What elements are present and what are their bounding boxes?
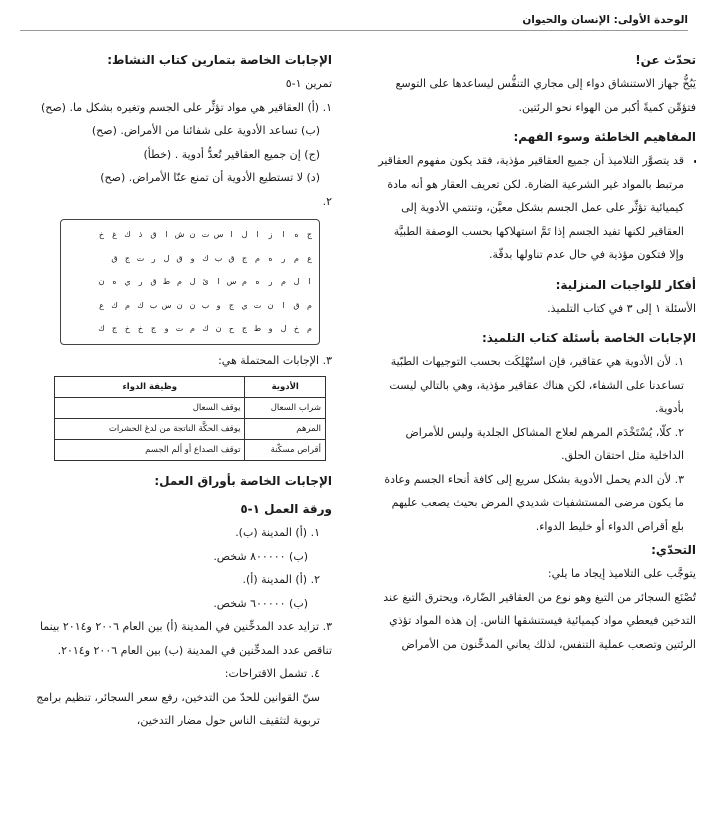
grid-cell: ه (294, 230, 299, 239)
grid-cell: م (307, 300, 312, 310)
exercise-title: تمرين ١-٥ (285, 77, 332, 90)
grid-cell: ت (175, 324, 184, 333)
grid-cell: ط (253, 324, 262, 333)
challenge-title: التحدّي: (651, 543, 696, 557)
grid-cell: ل (189, 277, 196, 286)
grid-cell: خ (137, 324, 144, 333)
exercise-1b: (ب) تساعد الأدوية على شفائنا من الأمراض. (صح) (91, 124, 320, 137)
table-row (55, 440, 326, 461)
grid-cell: ج (241, 324, 248, 333)
grid-cell: ب (149, 300, 158, 310)
grid-row (95, 270, 316, 294)
grid-cell: ن (176, 300, 183, 310)
grid-cell: ك (98, 324, 105, 333)
grid-cell: ا (282, 230, 285, 239)
grid-cell: ه (112, 277, 117, 286)
worksheet-title: ورقة العمل ١-٥ (240, 502, 332, 516)
talk-body: يَبُخُّ جهاز الاستنشاق دواء إلى مجاري التنفُّس ليساعدها على التوسع فتؤمِّن كميةً أكبر من الهواء نحو الرئتين. (395, 77, 696, 114)
grid-cell: ك (111, 300, 118, 310)
grid-cell: و (268, 324, 273, 333)
grid-cell: ن (189, 300, 196, 310)
grid-cell: و (164, 324, 169, 333)
grid-cell: خ (124, 324, 131, 333)
challenge-intro: يتوجَّب على التلاميذ إيجاد ما يلي: (547, 567, 696, 580)
unit-title: الوحدة الأولى: الإنسان والحيوان (522, 14, 688, 26)
worksheet-line: ٢. (أ) المدينة (أ). (242, 573, 320, 586)
grid-cell: ط (162, 277, 171, 286)
grid-cell: ق (228, 253, 235, 263)
table-cell: توقف الصداع أو ألم الجسم (55, 440, 245, 461)
grid-cell: ا (282, 300, 285, 310)
grid-cell: ج (111, 324, 118, 333)
grid-cell: ق (176, 253, 183, 263)
exercise-2-label: ٢. (322, 194, 332, 208)
table-cell: يوقف الحكَّة الناتجة من لدغ الحشرات (55, 419, 245, 440)
grid-cell: ع (307, 253, 312, 263)
grid-cell: ج (150, 324, 157, 333)
homework-body: الأسئلة ١ إلى ٣ في كتاب التلميذ. (547, 301, 696, 315)
grid-cell: ق (293, 300, 300, 310)
grid-cell: ش (174, 230, 185, 239)
grid-cell: م (177, 277, 182, 286)
table-row (55, 419, 326, 440)
grid-cell: و (190, 253, 195, 263)
grid-cell: ا (217, 277, 220, 286)
grid-cell: ت (201, 230, 210, 239)
grid-cell: ت (253, 300, 262, 310)
grid-cell: و (216, 300, 221, 310)
grid-cell: م (294, 253, 299, 263)
grid-cell: ا (230, 230, 233, 239)
table-header: وظيفة الدواء (55, 377, 245, 398)
grid-cell: ا (308, 277, 311, 286)
worksheet-line: ١. (أ) المدينة (ب). (235, 526, 320, 539)
medicine-table (54, 376, 326, 461)
misconception-item: • قد يتصوَّر التلاميذ أن جميع العقاقير مؤذية، فقد يكون مفهوم العقاقير مرتبط بالمواد غير الشرعية الضارة. لكن تعريف العقار هو أنه مادة كيميائية تؤثِّر على عمل الجسم بشكل معيَّن، وتنتمي الأدوية إلى العقاقير لكنها تفيد الجسم إذا تَمَّ استهلاكها بحسب الوصفة الطبيَّة وإلا فتكون مؤذية في حال عدم تناولها بدقّة. (376, 149, 684, 267)
grid-row (95, 247, 316, 271)
grid-cell: ح (228, 324, 235, 333)
grid-cell: م (242, 277, 247, 286)
grid-cell: س (161, 300, 172, 310)
grid-row (95, 317, 316, 341)
grid-cell: س (213, 230, 224, 239)
word-search-grid (60, 219, 320, 345)
table-cell: يوقف السعال (55, 398, 245, 419)
grid-cell: ل (293, 277, 300, 286)
grid-row (95, 294, 316, 318)
grid-cell: ج (124, 253, 131, 263)
grid-cell: ك (137, 300, 144, 310)
worksheet-line: (ب) ٦٠٠٠٠٠ شخص. (213, 596, 308, 610)
grid-cell: ك (202, 324, 209, 333)
grid-cell: غ (112, 230, 117, 239)
grid-cell: م (125, 300, 130, 310)
page-header (20, 8, 688, 31)
homework-title: أفكار للواجبات المنزلية: (555, 277, 696, 292)
grid-cell: ق (150, 230, 157, 239)
worksheet-line: سنّ القوانين للحدّ من التدخين، رفع سعر السجائر، تنظيم برامج تربوية لتثقيف الناس حول مضار التدخين، (36, 690, 320, 727)
student-answer-1: ١. لأن الأدوية هي عقاقير، فإن استُهْلِكَت بحسب التوجيهات الطبّية تساعدنا على الشفاء، لكن هناك عقاقير مؤذية، وهي بالتالي ليست بأدوية. (389, 355, 684, 415)
left-column (32, 48, 332, 831)
grid-cell: ج (306, 230, 313, 239)
grid-cell: ي (241, 300, 248, 310)
exercise-1d: (د) لا تستطيع الأدوية أن تمنع عنّا الأمراض. (صح) (100, 171, 320, 184)
grid-cell: م (190, 324, 195, 333)
grid-cell: م (307, 324, 312, 333)
table-cell: المرهم (245, 419, 326, 440)
grid-cell: ق (150, 277, 157, 286)
challenge-body: تُصْنَع السجائر من التبغ وهو نوع من العقاقير الضّارة، ويحترق التبغ عند التدخين فيعطي مواد كيميائية فيستنشقها الناس. إن هذه المواد تؤذي الرئتين وتصعب عملية التنفس، لذلك يعاني المدخِّنون من الأمراض (383, 590, 696, 651)
grid-cell: ع (99, 300, 104, 310)
grid-cell: ه (268, 253, 273, 263)
grid-cell: س (226, 277, 237, 286)
worksheet-line: ٣. تزايد عدد المدخِّنين في المدينة (أ) بين العام ٢٠٠٦ و٢٠١٤ بينما تناقص عدد المدخِّنين في المدينة (ب) بين العام ٢٠٠٦ و٢٠١٤. (39, 620, 332, 657)
grid-cell: م (255, 253, 260, 263)
grid-cell: ن (98, 277, 105, 286)
word-search-table (95, 223, 316, 341)
grid-cell: ر (268, 277, 273, 286)
grid-cell: ج (228, 300, 235, 310)
grid-cell: ن (267, 300, 274, 310)
grid-cell: ب (214, 253, 223, 263)
table-header: الأدوية (245, 377, 326, 398)
grid-cell: ه (255, 277, 260, 286)
right-column (376, 48, 696, 831)
table-cell: شراب السعال (245, 398, 326, 419)
grid-cell: ر (151, 253, 156, 263)
table-header-row (55, 377, 326, 398)
grid-cell: ل (241, 230, 248, 239)
grid-cell: ل (163, 253, 170, 263)
grid-cell: خ (98, 230, 105, 239)
grid-cell: ج (241, 253, 248, 263)
talk-title: تحدّث عن! (635, 53, 696, 67)
exercise-1a: ١. (أ) العقاقير هي مواد تؤثِّر على الجسم وتغيره بشكل ما. (صح) (40, 100, 332, 114)
grid-cell: ا (256, 230, 259, 239)
misconceptions-list (376, 149, 696, 267)
student-answer-3: ٣. لأن الدم يحمل الأدوية بشكل سريع إلى كافة أنحاء الجسم وعادة ما يكون مرضى المستشفيات شديدي المرض بحيث يصعب عليهم بلع أقراص الدواء أو خليط الدواء. (384, 472, 684, 533)
student-answer-2: ٢. كلّا، يُسْتَخْدَم المرهم لعلاج المشاكل الجلدية وليس للأمراض الداخلية مثل احتقان الحلق. (405, 425, 684, 462)
grid-cell: ذ (138, 230, 143, 239)
worksheet-line: ٤. تشمل الاقتراحات: (224, 667, 320, 680)
grid-cell: ر (138, 277, 143, 286)
worksheet-line: (ب) ٨٠٠٠٠٠ شخص. (213, 549, 308, 563)
grid-cell: ز (268, 230, 273, 239)
worksheet-answers-title: الإجابات الخاصة بأوراق العمل: (154, 474, 332, 488)
grid-cell: ا (165, 230, 168, 239)
grid-cell: ك (202, 253, 209, 263)
grid-cell: ل (280, 324, 287, 333)
grid-cell: ن (189, 230, 196, 239)
activity-answers-title: الإجابات الخاصة بتمارين كتاب النشاط: (107, 53, 332, 67)
grid-cell: ر (281, 253, 286, 263)
grid-cell: ن (215, 324, 222, 333)
grid-cell: ق (111, 253, 118, 263)
grid-row (95, 223, 316, 247)
grid-cell: ئ (202, 277, 209, 286)
grid-cell: ك (124, 230, 131, 239)
grid-cell: خ (293, 324, 300, 333)
exercise-1c: (ج) إن جميع العقاقير تُعدُّ أدوية . (خطأ) (143, 147, 320, 161)
exercise-3-label: ٣. الإجابات المحتملة هي: (218, 353, 332, 367)
grid-cell: ب (201, 300, 210, 310)
misconceptions-title: المفاهيم الخاطئة وسوء الفهم: (513, 130, 696, 144)
student-answers-title: الإجابات الخاصة بأسئلة كتاب التلميذ: (481, 331, 696, 345)
grid-cell: ت (136, 253, 145, 263)
grid-cell: م (281, 277, 286, 286)
grid-cell: ي (124, 277, 131, 286)
table-cell: أقراص مسكّنة (245, 440, 326, 461)
table-row (55, 398, 326, 419)
